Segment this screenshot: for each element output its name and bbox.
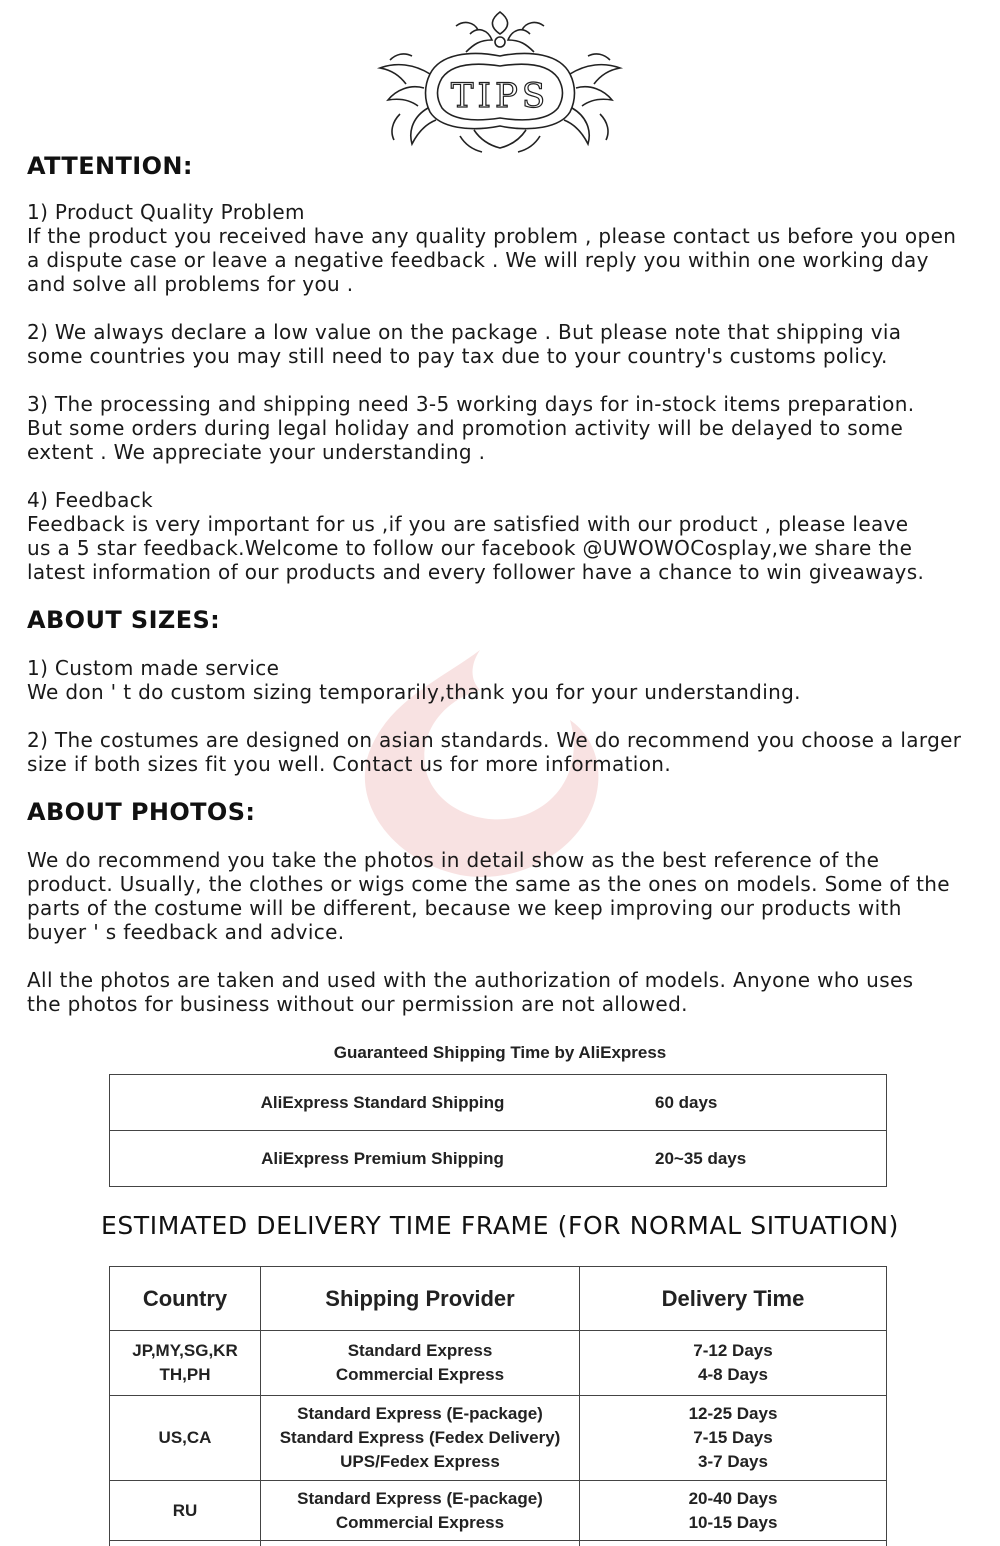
- attention-heading: ATTENTION:: [27, 152, 193, 180]
- column-header-delivery-time: Delivery Time: [580, 1267, 887, 1331]
- text-line: extent . We appreciate your understanding .: [27, 440, 486, 464]
- provider-line: Standard Express (E-package): [297, 1404, 543, 1423]
- country-cell: [110, 1331, 261, 1396]
- text-line: product. Usually, the clothes or wigs come the same as the ones on models. Some of the: [27, 872, 950, 896]
- text-line: 2) We always declare a low value on the package . But please note that shipping via: [27, 320, 902, 344]
- text-line: We do recommend you take the photos in detail show as the best reference of the: [27, 848, 880, 872]
- text-line: size if both sizes fit you well. Contact us for more information.: [27, 752, 672, 776]
- delivery-title: ESTIMATED DELIVERY TIME FRAME (FOR NORMAL SITUATION): [100, 1211, 900, 1240]
- time-line: 12-25 Days: [688, 1404, 778, 1423]
- time-cell: [580, 1541, 887, 1546]
- table-row: [110, 1481, 887, 1541]
- text-line: 4) Feedback: [27, 488, 153, 512]
- photos-heading: ABOUT PHOTOS:: [27, 798, 256, 826]
- attention-item-3: [27, 392, 915, 464]
- text-line: But some orders during legal holiday and promotion activity will be delayed to some: [27, 416, 904, 440]
- ornamental-frame-icon: [370, 4, 630, 156]
- country-line: JP,MY,SG,KR: [132, 1341, 238, 1360]
- text-line: the photos for business without our permission are not allowed.: [27, 992, 688, 1016]
- text-line: 1) Custom made service: [27, 656, 280, 680]
- provider-line: Commercial Express: [335, 1512, 505, 1532]
- provider-cell: [261, 1541, 580, 1546]
- shipping-title: Guaranteed Shipping Time by AliExpress: [333, 1043, 667, 1062]
- country-line: TH,PH: [159, 1365, 211, 1384]
- logo-text: TIPS: [450, 76, 550, 116]
- text-line: 2) The costumes are designed on asian standards. We do recommend you choose a larger: [27, 728, 962, 752]
- provider-cell: [261, 1331, 580, 1396]
- time-line: 4-8 Days: [698, 1365, 768, 1384]
- provider-line: Commercial Express: [335, 1365, 505, 1384]
- text-line: a dispute case or leave a negative feedback . We will reply you within one working day: [27, 248, 929, 272]
- country-cell: [110, 1396, 261, 1481]
- text-line: some countries you may still need to pay tax due to your country's customs policy.: [27, 344, 888, 368]
- country-line: US,CA: [158, 1428, 212, 1447]
- shipping-time: 60 days: [655, 1075, 887, 1131]
- attention-item-2: [27, 320, 901, 368]
- provider-line: Standard Express (E-package): [297, 1488, 543, 1508]
- attention-item-4: [27, 488, 924, 584]
- sizes-item-2: [27, 728, 961, 776]
- provider-cell: [261, 1481, 580, 1541]
- time-line: 20-40 Days: [688, 1488, 778, 1508]
- text-line: We don ' t do custom sizing temporarily,thank you for your understanding.: [27, 680, 801, 704]
- time-line: 7-12 Days: [693, 1341, 773, 1360]
- time-cell: [580, 1396, 887, 1481]
- text-line: 3) The processing and shipping need 3-5 working days for in-stock items preparation.: [27, 392, 915, 416]
- provider-cell: [261, 1396, 580, 1481]
- shipping-table: [109, 1074, 887, 1187]
- country-cell: [110, 1541, 261, 1546]
- sizes-item-1: [27, 656, 801, 704]
- shipping-method: AliExpress Standard Shipping: [110, 1075, 656, 1131]
- photos-item-2: [27, 968, 913, 1016]
- photos-item-1: [27, 848, 950, 944]
- table-row: [110, 1331, 887, 1396]
- time-line: 7-15 Days: [693, 1428, 773, 1447]
- text-line: us a 5 star feedback.Welcome to follow our facebook @UWOWOCosplay,we share the: [27, 536, 913, 560]
- time-cell: [580, 1481, 887, 1541]
- country-line: RU: [172, 1500, 198, 1520]
- provider-line: Standard Express: [347, 1341, 493, 1360]
- column-header-country: Country: [110, 1267, 261, 1331]
- table-row: [110, 1131, 887, 1187]
- provider-line: UPS/Fedex Express: [340, 1452, 500, 1471]
- time-line: 10-15 Days: [688, 1512, 778, 1532]
- time-line: 3-7 Days: [698, 1452, 768, 1471]
- text-line: buyer ' s feedback and advice.: [27, 920, 345, 944]
- time-cell: [580, 1331, 887, 1396]
- text-line: and solve all problems for you .: [27, 272, 354, 296]
- attention-item-1: [27, 200, 956, 296]
- table-row: [110, 1396, 887, 1481]
- delivery-table: [109, 1266, 887, 1546]
- text-line: Feedback is very important for us ,if you are satisfied with our product , please leave: [27, 512, 909, 536]
- text-line: All the photos are taken and used with the authorization of models. Anyone who uses: [27, 968, 914, 992]
- shipping-time: 20~35 days: [655, 1131, 887, 1187]
- table-row: [110, 1541, 887, 1546]
- table-row: [110, 1075, 887, 1131]
- table-header-row: [110, 1267, 887, 1331]
- country-cell: [110, 1481, 261, 1541]
- text-line: parts of the costume will be different, because we keep improving our products with: [27, 896, 902, 920]
- column-header-provider: Shipping Provider: [261, 1267, 580, 1331]
- provider-line: Standard Express (Fedex Delivery): [279, 1428, 561, 1447]
- text-line: If the product you received have any quality problem , please contact us before you open: [27, 224, 957, 248]
- text-line: latest information of our products and every follower have a chance to win giveaways.: [27, 560, 925, 584]
- sizes-heading: ABOUT SIZES:: [27, 606, 221, 634]
- shipping-method: AliExpress Premium Shipping: [110, 1131, 656, 1187]
- text-line: 1) Product Quality Problem: [27, 200, 305, 224]
